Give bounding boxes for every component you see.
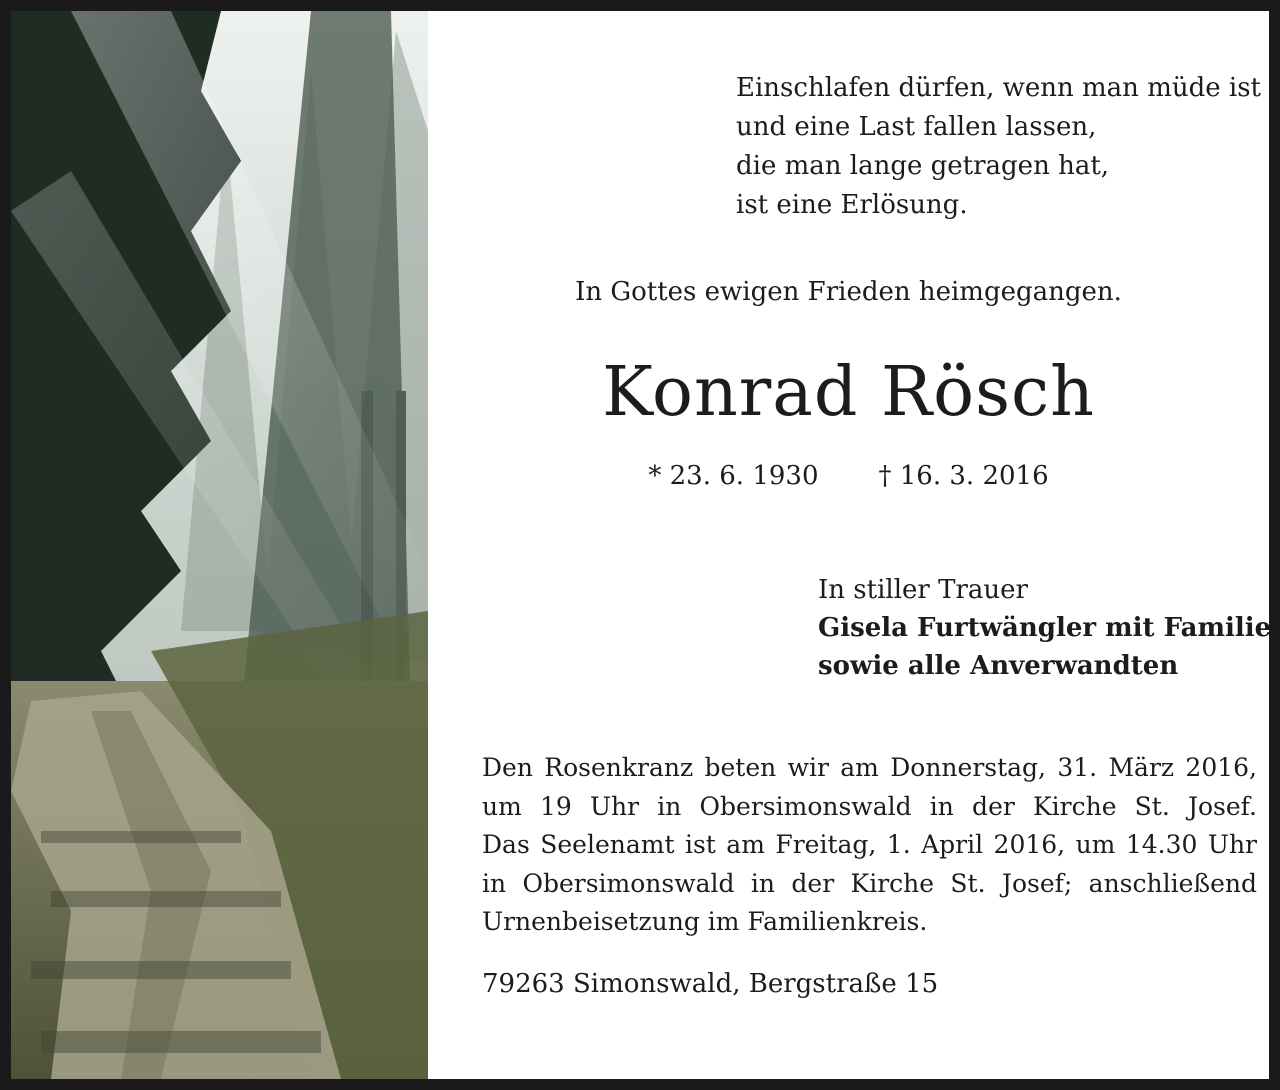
- verse: [736, 69, 1261, 225]
- address: 79263 Simonswald, Bergstraße 15: [482, 969, 939, 999]
- forest-path-photo: [11, 11, 428, 1079]
- mourner-family: Gisela Furtwängler mit Familie: [818, 613, 1272, 643]
- life-dates: [428, 461, 1269, 491]
- intro-text: In Gottes ewigen Frieden heimgegangen.: [575, 277, 1122, 307]
- service-line: Urnenbeisetzung im Familienkreis.: [482, 907, 928, 936]
- service-line: um 19 Uhr in Obersimonswald in der Kirche St. Josef.: [482, 791, 1257, 821]
- service-line: Das Seelenamt ist am Freitag, 1. April 2016, um 14.30 Uhr: [482, 830, 1257, 859]
- verse-line: und eine Last fallen lassen,: [736, 112, 1097, 142]
- mourners-block: [818, 571, 1272, 685]
- service-details: [482, 749, 1257, 942]
- deceased-name: Konrad Rösch: [602, 353, 1095, 432]
- mourner-relatives: sowie alle Anverwandten: [818, 651, 1179, 681]
- verse-line: ist eine Erlösung.: [736, 190, 968, 220]
- verse-line: Einschlafen dürfen, wenn man müde ist: [736, 73, 1261, 103]
- death-date: † 16. 3. 2016: [878, 461, 1049, 491]
- birth-date: * 23. 6. 1930: [648, 461, 819, 491]
- verse-line: die man lange getragen hat,: [736, 151, 1110, 181]
- mourning-heading: In stiller Trauer: [818, 575, 1028, 605]
- text-panel: [428, 11, 1272, 1079]
- service-line: in Obersimonswald in der Kirche St. Josef; anschließend: [482, 868, 1257, 898]
- forest-illustration: [11, 11, 428, 1079]
- service-line: Den Rosenkranz beten wir am Donnerstag, 31. März 2016,: [482, 753, 1257, 782]
